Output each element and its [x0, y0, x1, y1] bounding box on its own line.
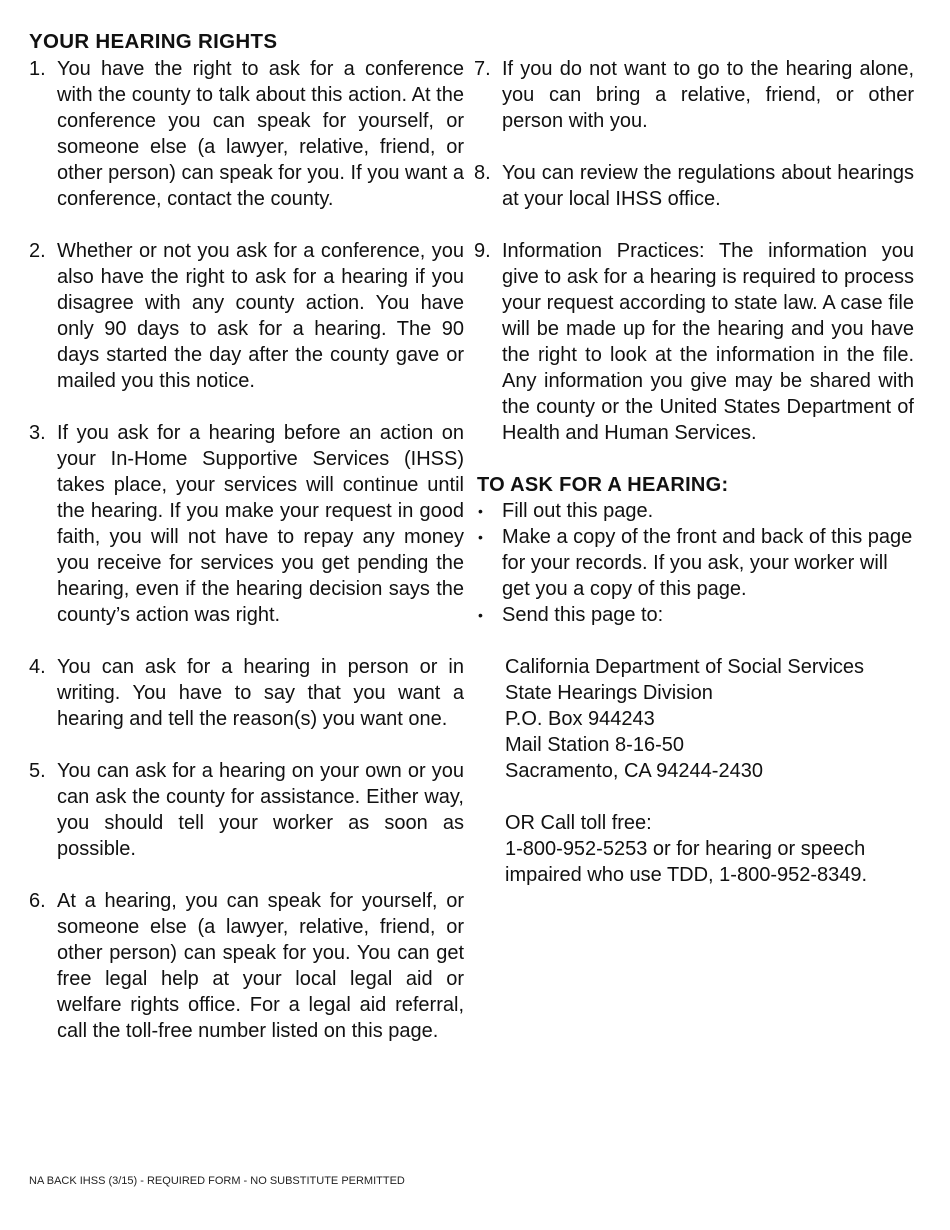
list-item-text: Make a copy of the front and back of this page for your records. If you ask, your worker will get you a copy of this page. [502, 526, 913, 600]
list-item [474, 498, 914, 524]
list-item [474, 524, 914, 602]
item-text: You can ask for a hearing in person or in writing. You have to say that you want a hearing and tell the reason(s) you want one. [57, 656, 464, 730]
item-number: 3. [29, 422, 46, 444]
item-number: 8. [474, 162, 491, 184]
list-item-text: Send this page to: [502, 604, 664, 626]
address-line: P.O. Box 944243 [505, 708, 655, 730]
item-number: 6. [29, 890, 46, 912]
address-line: State Hearings Division [505, 682, 713, 704]
rights-item [29, 56, 464, 212]
item-text: At a hearing, you can speak for yourself, or someone else (a lawyer, relative, friend, or other person) can speak for you. You can get free legal help at your local legal aid or welfare rights office. For a legal aid referral, call the toll-free number listed on this page. [57, 890, 464, 1042]
page-title: YOUR HEARING RIGHTS [29, 30, 278, 53]
bullet-icon: • [478, 503, 483, 519]
item-number: 9. [474, 240, 491, 262]
right-column [474, 56, 914, 888]
item-text: If you do not want to go to the hearing alone, you can bring a relative, friend, or other person with you. [502, 58, 914, 132]
item-text: Information Practices: The information you give to ask for a hearing is required to process your request according to state law. A case file will be made up for the hearing and you have the right to look at the information in the file. Any information you give may be shared with the county or the United States Department of Health and Human Services. [502, 240, 914, 444]
item-text: Whether or not you ask for a conference, you also have the right to ask for a hearing if you disagree with any county action. You have only 90 days to ask for a hearing. The 90 days started the day after the county gave or mailed you this notice. [57, 240, 464, 392]
bullet-icon: • [478, 607, 483, 623]
item-number: 5. [29, 760, 46, 782]
rights-item [474, 56, 914, 134]
item-number: 4. [29, 656, 46, 678]
item-number: 1. [29, 58, 46, 80]
toll-free-info [505, 810, 914, 888]
item-number: 2. [29, 240, 46, 262]
rights-item [29, 238, 464, 394]
rights-item [29, 888, 464, 1044]
left-column [29, 56, 464, 1070]
rights-item [29, 758, 464, 862]
call-label: OR Call toll free: [505, 812, 652, 834]
rights-item [474, 238, 914, 446]
call-numbers: 1-800-952-5253 or for hearing or speech impaired who use TDD, 1-800-952-8349. [505, 838, 868, 886]
address-line: California Department of Social Services [505, 656, 865, 678]
rights-item [29, 420, 464, 628]
rights-item [29, 654, 464, 732]
item-text: You can ask for a hearing on your own or you can ask the county for assistance. Either way, you should tell your worker as soon as possible. [57, 760, 464, 860]
bullet-icon: • [478, 529, 483, 545]
address-line: Mail Station 8-16-50 [505, 734, 684, 756]
mailing-address [505, 654, 914, 784]
item-number: 7. [474, 58, 491, 80]
item-text: You have the right to ask for a conference with the county to talk about this action. At the conference you can speak for yourself, or someone else (a lawyer, relative, friend, or other person) can speak for you. If you want a conference, contact the county. [57, 58, 464, 210]
address-line: Sacramento, CA 94244-2430 [505, 760, 763, 782]
list-item-text: Fill out this page. [502, 500, 654, 522]
item-text: You can review the regulations about hearings at your local IHSS office. [502, 162, 914, 210]
ask-hearing-list [474, 498, 914, 628]
list-item [474, 602, 914, 628]
ask-hearing-heading: TO ASK FOR A HEARING: [477, 474, 729, 496]
rights-item [474, 160, 914, 212]
item-text: If you ask for a hearing before an action on your In-Home Supportive Services (IHSS) takes place, your services will continue until the hearing. If you make your request in good faith, you will not have to repay any money you receive for services you get pending the hearing, even if the hearing decision says the county’s action was right. [57, 422, 464, 626]
form-footer: NA BACK IHSS (3/15) - REQUIRED FORM - NO SUBSTITUTE PERMITTED [29, 1175, 405, 1187]
